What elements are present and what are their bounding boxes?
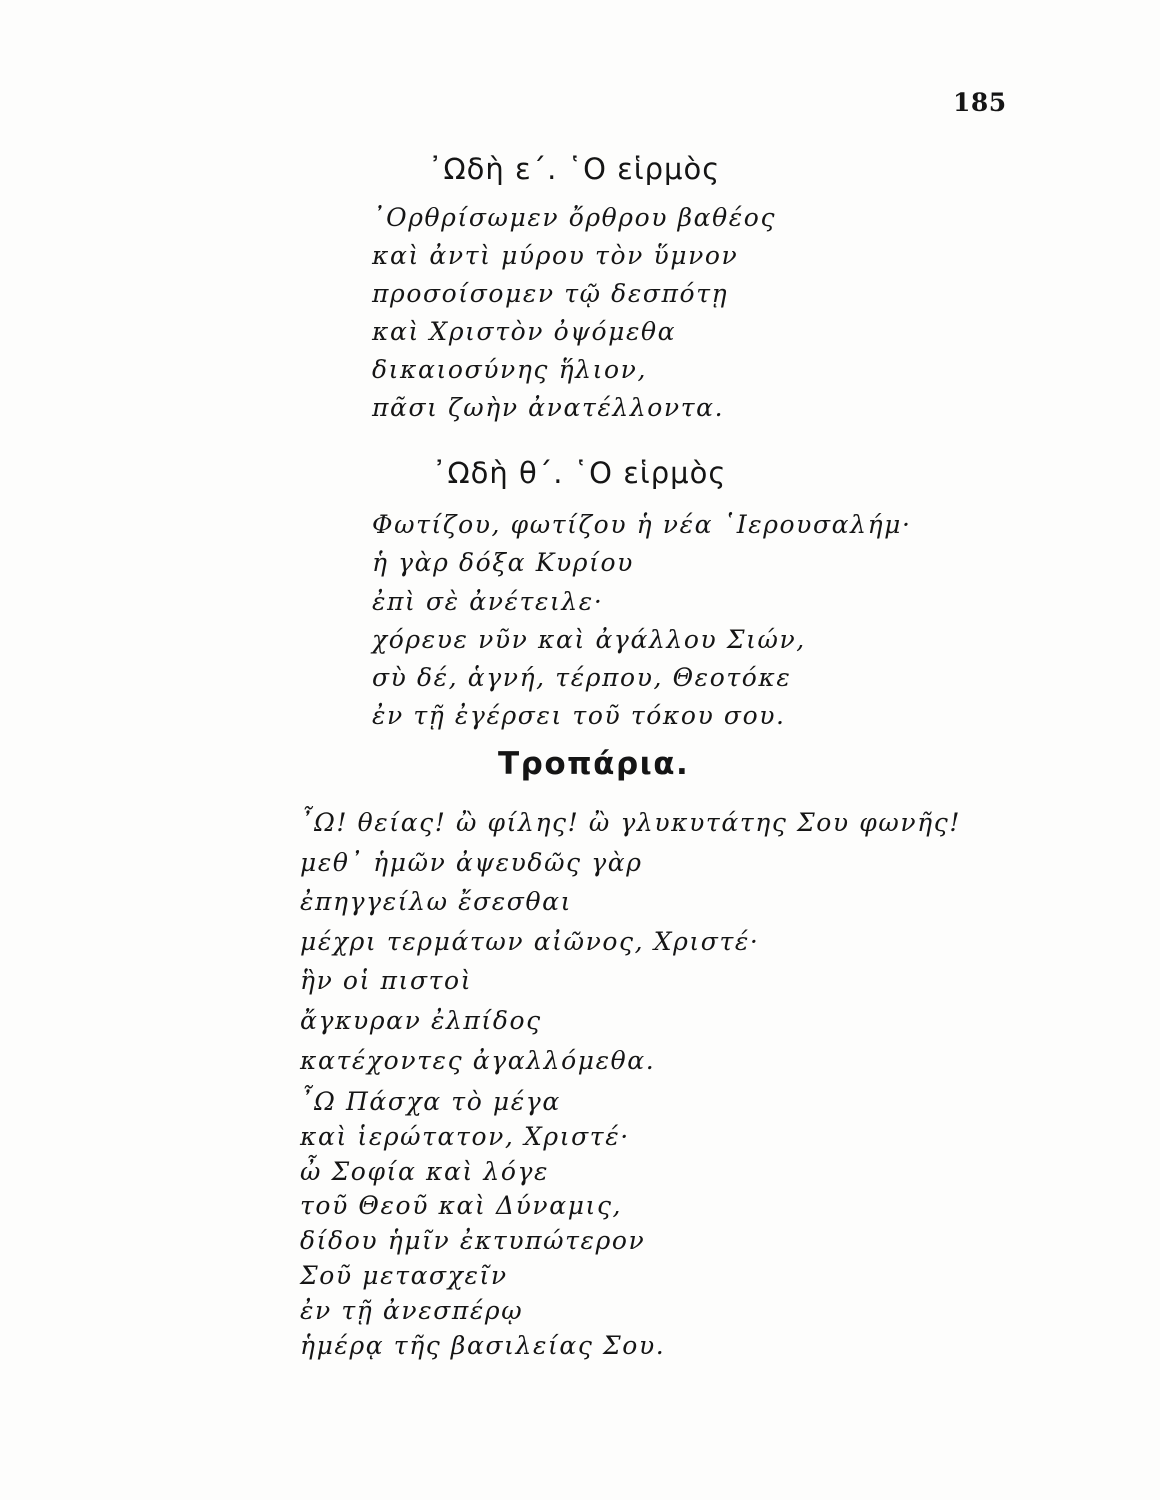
verse-line: μεθ᾿ ἡμῶν ἀψευδῶς γὰρ (300, 847, 643, 877)
verse-line: ἐπηγγείλω ἔσεσθαι (300, 887, 572, 917)
verse-line: ἐπὶ σὲ ἀνέτειλε· (372, 586, 604, 616)
verse-line: κατέχοντες ἀγαλλόμεθα. (300, 1045, 656, 1075)
verse-line: μέχρι τερμάτων αἰῶνος, Χριστέ· (300, 926, 760, 956)
ode-5-heirmos (372, 199, 776, 427)
troparia-heading: Τροπάρια. (498, 746, 690, 782)
verse-line: Φωτίζου, φωτίζου ἡ νέα ῾Ιερουσαλήμ· (372, 510, 912, 539)
verse-line: χόρευε νῦν καὶ ἀγάλλου Σιών, (372, 624, 806, 654)
troparion-stanza-1 (300, 803, 961, 1080)
ode-5-heading: ᾿Ωδὴ ε΄. ῾Ο εἱρμὸς (428, 152, 721, 186)
verse-line: δικαιοσύνης ἥλιον, (372, 355, 647, 384)
verse-line: ἄγκυραν ἐλπίδος (300, 1005, 542, 1035)
verse-line: καὶ Χριστὸν ὀψόμεθα (372, 317, 677, 346)
ode-9-heirmos (372, 506, 912, 736)
verse-line: ῏Ω Πάσχα τὸ μέγα (300, 1087, 561, 1116)
verse-line: ἡ γὰρ δόξα Κυρίου (372, 548, 634, 578)
verse-line: προσοίσομεν τῷ δεσπότῃ (372, 279, 729, 308)
verse-line: δίδου ἡμῖν ἐκτυπώτερον (300, 1226, 646, 1256)
verse-line: ἡμέρᾳ τῆς βασιλείας Σου. (300, 1330, 666, 1360)
verse-line: πᾶσι ζωὴν ἀνατέλλοντα. (372, 393, 725, 422)
verse-line: ὦ Σοφία καὶ λόγε (300, 1156, 550, 1186)
ode-9-heading: ᾿Ωδὴ θ΄. ῾Ο εἱρμὸς (432, 456, 727, 490)
troparion-stanza-2 (300, 1085, 665, 1363)
verse-line: Σοῦ μετασχεῖν (300, 1260, 508, 1290)
verse-line: καὶ ἀντὶ μύρου τὸν ὕμνον (372, 241, 739, 270)
page-number: 185 (953, 88, 1007, 117)
verse-line: τοῦ Θεοῦ καὶ Δύναμις, (300, 1191, 623, 1221)
verse-line: ἐν τῇ ἀνεσπέρῳ (300, 1295, 524, 1325)
verse-line: καὶ ἱερώτατον, Χριστέ· (300, 1121, 630, 1151)
verse-line: ῏Ω! θείας! ὢ φίλης! ὢ γλυκυτάτης Σου φωνῆς! (300, 808, 961, 837)
verse-line: σὺ δέ, ἁγνή, τέρπου, Θεοτόκε (372, 663, 792, 693)
verse-line: ἣν οἱ πιστοὶ (300, 966, 473, 996)
verse-line: ᾿Ορθρίσωμεν ὄρθρου βαθέος (372, 203, 777, 232)
verse-line: ἐν τῇ ἐγέρσει τοῦ τόκου σου. (372, 701, 786, 731)
